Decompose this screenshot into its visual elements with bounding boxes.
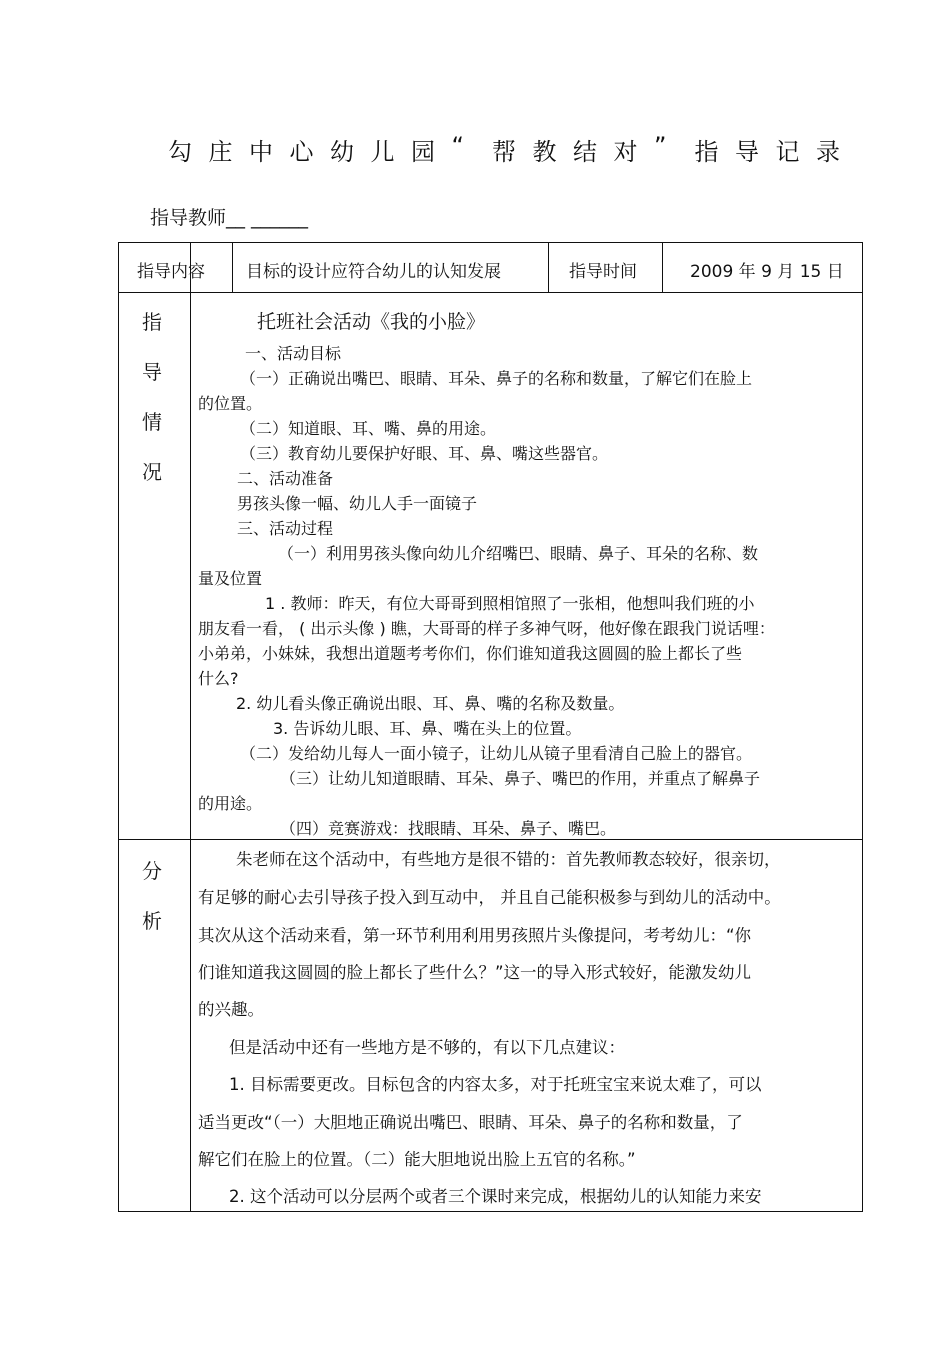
analysis-side-label: 分 (142, 859, 162, 883)
guidance-line: 量及位置 (198, 569, 263, 588)
guidance-line: 3. 告诉幼儿眼、耳、鼻、嘴在头上的位置。 (273, 719, 582, 738)
guidance-line: 2. 幼儿看头像正确说出眼、耳、鼻、嘴的名称及数量。 (236, 694, 625, 713)
guidance-line: （二）发给幼儿每人一面小镜子，让幼儿从镜子里看清自己脸上的器官。 (240, 744, 753, 763)
guidance-line: （一）利用男孩头像向幼儿介绍嘴巴、眼睛、鼻子、耳朵的名称、数 (278, 544, 759, 563)
title-char: “ (451, 132, 464, 160)
guidance-side-label: 导 (142, 360, 162, 384)
column-divider (190, 242, 191, 1212)
row-divider (118, 839, 863, 840)
title-char: 庄 (208, 138, 233, 166)
title-char: 导 (735, 138, 759, 166)
activity-title: 托班社会活动《我的小脸》 (257, 311, 486, 333)
column-divider (232, 242, 233, 292)
page-title (160, 130, 860, 166)
analysis-line: 的兴趣。 (198, 1000, 264, 1019)
analysis-line: 适当更改“（一）大胆地正确说出嘴巴、眼睛、耳朵、鼻子的名称和数量，了 (198, 1113, 743, 1132)
column-divider (662, 242, 663, 292)
content-label: 指导内容 (137, 262, 205, 282)
title-char: 帮 (492, 138, 516, 166)
guidance-line: 朋友看一看， ( 出示头像 ) 瞧，大哥哥的样子多神气呀，他好像在跟我门说话哩： (198, 619, 775, 638)
analysis-line: 朱老师在这个活动中，有些地方是很不错的：首先教师教态较好，很亲切， (236, 850, 781, 869)
title-char: 勾 (168, 138, 192, 166)
guidance-line: （三）让幼儿知道眼睛、耳朵、鼻子、嘴巴的作用，并重点了解鼻子 (280, 769, 761, 788)
guidance-line: 1 . 教师：昨天，有位大哥哥到照相馆照了一张相，他想叫我们班的小 (265, 594, 755, 613)
time-label: 指导时间 (569, 262, 637, 282)
title-char: 结 (573, 138, 597, 166)
content-value: 目标的设计应符合幼儿的认知发展 (246, 262, 501, 282)
guidance-line: （一）正确说出嘴巴、眼睛、耳朵、鼻子的名称和数量，了解它们在脸上 (240, 369, 753, 388)
guidance-line: 的用途。 (198, 794, 263, 813)
title-char: ” (654, 132, 667, 160)
guidance-side-label: 指 (142, 310, 162, 334)
guidance-line: 二、活动准备 (237, 469, 334, 488)
title-char: 教 (532, 138, 557, 166)
column-divider (548, 242, 549, 292)
guidance-line: （三）教育幼儿要保护好眼、耳、鼻、嘴这些器官。 (240, 444, 609, 463)
guidance-side-label: 况 (142, 460, 162, 484)
title-char: 录 (816, 138, 840, 166)
title-char: 儿 (370, 138, 395, 166)
analysis-side-label: 析 (142, 909, 162, 933)
row-divider (118, 292, 863, 293)
title-char: 记 (775, 138, 800, 166)
analysis-line: 其次从这个活动来看，第一环节利用利用男孩照片头像提问，考考幼儿：“你 (198, 926, 752, 945)
guidance-line: 小弟弟，小妹妹，我想出道题考考你们，你们谁知道我这圆圆的脸上都长了些 (198, 644, 743, 663)
title-char: 幼 (330, 138, 354, 166)
title-char: 园 (411, 138, 435, 166)
analysis-line: 解它们在脸上的位置。（二）能大胆地说出脸上五官的名称。” (198, 1150, 636, 1169)
guidance-line: 什么? (198, 669, 239, 688)
analysis-line: 们谁知道我这圆圆的脸上都长了些什么？”这一的导入形式较好，能激发幼儿 (198, 963, 752, 982)
analysis-line: 1. 目标需要更改。目标包含的内容太多，对于托班宝宝来说太难了，可以 (229, 1075, 762, 1094)
analysis-line: 2. 这个活动可以分层两个或者三个课时来完成，根据幼儿的认知能力来安 (229, 1187, 762, 1206)
analysis-line: 有足够的耐心去引导孩子投入到互动中， 并且自己能积极参与到幼儿的活动中。 (198, 888, 781, 907)
guidance-line: （四）竞赛游戏：找眼睛、耳朵、鼻子、嘴巴。 (280, 819, 617, 838)
analysis-line: 但是活动中还有一些地方是不够的，有以下几点建议： (229, 1038, 625, 1057)
guidance-line: 男孩头像一幅、幼儿人手一面镜子 (237, 494, 478, 513)
title-char: 心 (289, 138, 314, 166)
title-char: 指 (694, 138, 719, 166)
teacher-field: 指导教师__ ______ (150, 207, 309, 229)
guidance-line: 三、活动过程 (237, 519, 334, 538)
guidance-line: 的位置。 (198, 394, 263, 413)
guidance-side-label: 情 (142, 410, 162, 434)
title-char: 中 (249, 138, 273, 166)
title-char: 对 (613, 138, 638, 166)
time-value: 2009 年 9 月 15 日 (690, 262, 844, 282)
guidance-line: （二）知道眼、耳、嘴、鼻的用途。 (240, 419, 497, 438)
guidance-line: 一、活动目标 (245, 344, 342, 363)
